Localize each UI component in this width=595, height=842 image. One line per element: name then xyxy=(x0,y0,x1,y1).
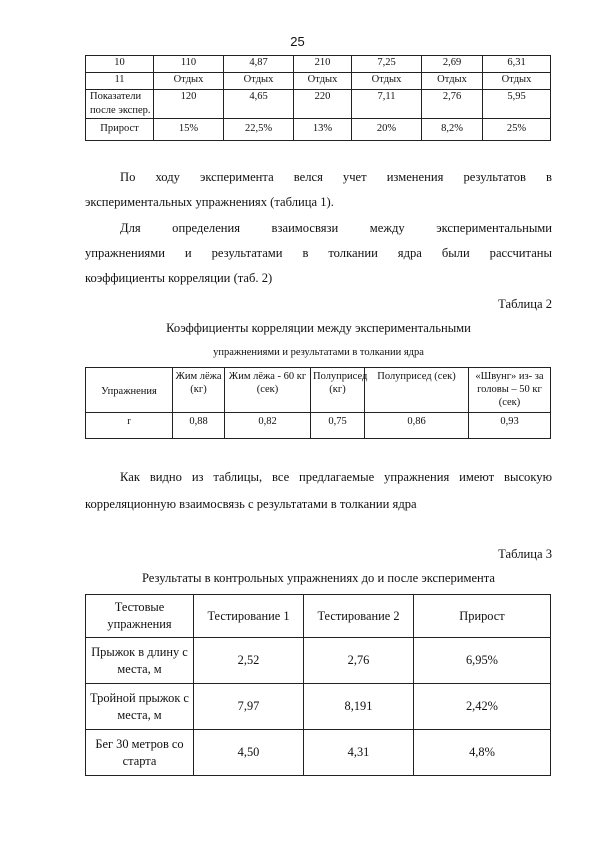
table-cell: Отдых xyxy=(483,73,551,90)
table-cell: 4,8% xyxy=(414,730,551,776)
table-cell: 0,86 xyxy=(365,413,469,439)
table-cell: 7,97 xyxy=(194,684,304,730)
table-cell: 20% xyxy=(352,119,422,141)
table-1 xyxy=(85,55,551,141)
table-cell: r xyxy=(86,413,173,439)
table-cell: 7,25 xyxy=(352,56,422,73)
paragraph-3-line-1: Как видно из таблицы, все предлагаемые упражнения имеют высокую xyxy=(120,470,552,484)
column-header: Тестирование 2 xyxy=(304,595,414,638)
table-cell: 5,95 xyxy=(483,90,551,119)
paragraph-3-line-2: корреляционную взаимосвязь с результатами в толкании ядра xyxy=(85,497,417,511)
table-cell: 6,95% xyxy=(414,638,551,684)
table-row xyxy=(86,56,551,73)
table-cell: Прирост xyxy=(86,119,154,141)
column-header: Упражнения xyxy=(86,368,173,413)
table-2 xyxy=(85,367,551,439)
column-header: Полуприсед (сек) xyxy=(365,368,469,413)
table-cell: 220 xyxy=(294,90,352,119)
table-cell: 0,93 xyxy=(469,413,551,439)
table-header-row xyxy=(86,595,551,638)
table-2-label: Таблица 2 xyxy=(498,297,552,311)
table-cell: 6,31 xyxy=(483,56,551,73)
table-row xyxy=(86,684,551,730)
table-cell: 8,191 xyxy=(304,684,414,730)
table-cell: Показатели после экспер. xyxy=(86,90,154,119)
table-cell: 2,76 xyxy=(422,90,483,119)
table-2-subtitle: упражнениями и результатами в толкании ядра xyxy=(213,347,424,358)
table-3-label: Таблица 3 xyxy=(498,547,552,561)
table-cell: Отдых xyxy=(422,73,483,90)
table-3 xyxy=(85,594,551,776)
table-cell: 2,52 xyxy=(194,638,304,684)
table-cell: 2,76 xyxy=(304,638,414,684)
paragraph-1-line-2: экспериментальных упражнениях (таблица 1). xyxy=(85,195,334,209)
table-cell: 7,11 xyxy=(352,90,422,119)
column-header: Тестовые упражнения xyxy=(86,595,194,638)
table-2-title: Коэффициенты корреляции между экспериментальными xyxy=(166,321,471,335)
table-cell: 0,82 xyxy=(225,413,311,439)
table-cell: Бег 30 метров со старта xyxy=(86,730,194,776)
table-cell: 210 xyxy=(294,56,352,73)
table-row xyxy=(86,730,551,776)
table-cell: 0,75 xyxy=(311,413,365,439)
table-row xyxy=(86,119,551,141)
table-cell: Прыжок в длину с места, м xyxy=(86,638,194,684)
table-cell: 11 xyxy=(86,73,154,90)
column-header: Тестирование 1 xyxy=(194,595,304,638)
table-cell: 22,5% xyxy=(224,119,294,141)
table-cell: Отдых xyxy=(224,73,294,90)
table-cell: 25% xyxy=(483,119,551,141)
table-cell: 4,31 xyxy=(304,730,414,776)
column-header: Прирост xyxy=(414,595,551,638)
column-header: Жим лёжа (кг) xyxy=(173,368,225,413)
table-row xyxy=(86,638,551,684)
page-number: 25 xyxy=(290,34,305,49)
table-cell: 2,42% xyxy=(414,684,551,730)
table-cell: 4,87 xyxy=(224,56,294,73)
column-header: «Швунг» из- за головы – 50 кг (сек) xyxy=(469,368,551,413)
paragraph-2-line-3: коэффициенты корреляции (таб. 2) xyxy=(85,271,273,285)
table-cell: Отдых xyxy=(154,73,224,90)
paragraph-2-line-2: упражнениями и результатами в толкании ядра были рассчитаны xyxy=(85,246,552,260)
table-row xyxy=(86,90,551,119)
column-header: Жим лёжа - 60 кг (сек) xyxy=(225,368,311,413)
table-cell: Отдых xyxy=(352,73,422,90)
table-cell: 4,50 xyxy=(194,730,304,776)
table-header-row xyxy=(86,368,551,413)
column-header: Полуприсед (кг) xyxy=(311,368,365,413)
table-cell: 13% xyxy=(294,119,352,141)
table-cell: 110 xyxy=(154,56,224,73)
table-row xyxy=(86,73,551,90)
table-cell: 4,65 xyxy=(224,90,294,119)
table-cell: 8,2% xyxy=(422,119,483,141)
table-cell: 0,88 xyxy=(173,413,225,439)
table-cell: 10 xyxy=(86,56,154,73)
table-cell: 2,69 xyxy=(422,56,483,73)
table-cell: 120 xyxy=(154,90,224,119)
table-cell: Тройной прыжок с места, м xyxy=(86,684,194,730)
table-cell: 15% xyxy=(154,119,224,141)
paragraph-2-line-1: Для определения взаимосвязи между экспериментальными xyxy=(120,221,552,235)
table-3-title: Результаты в контрольных упражнениях до и после эксперимента xyxy=(141,571,496,585)
table-row xyxy=(86,413,551,439)
table-cell: Отдых xyxy=(294,73,352,90)
paragraph-1-line-1: По ходу эксперимента велся учет изменения результатов в xyxy=(120,170,552,184)
